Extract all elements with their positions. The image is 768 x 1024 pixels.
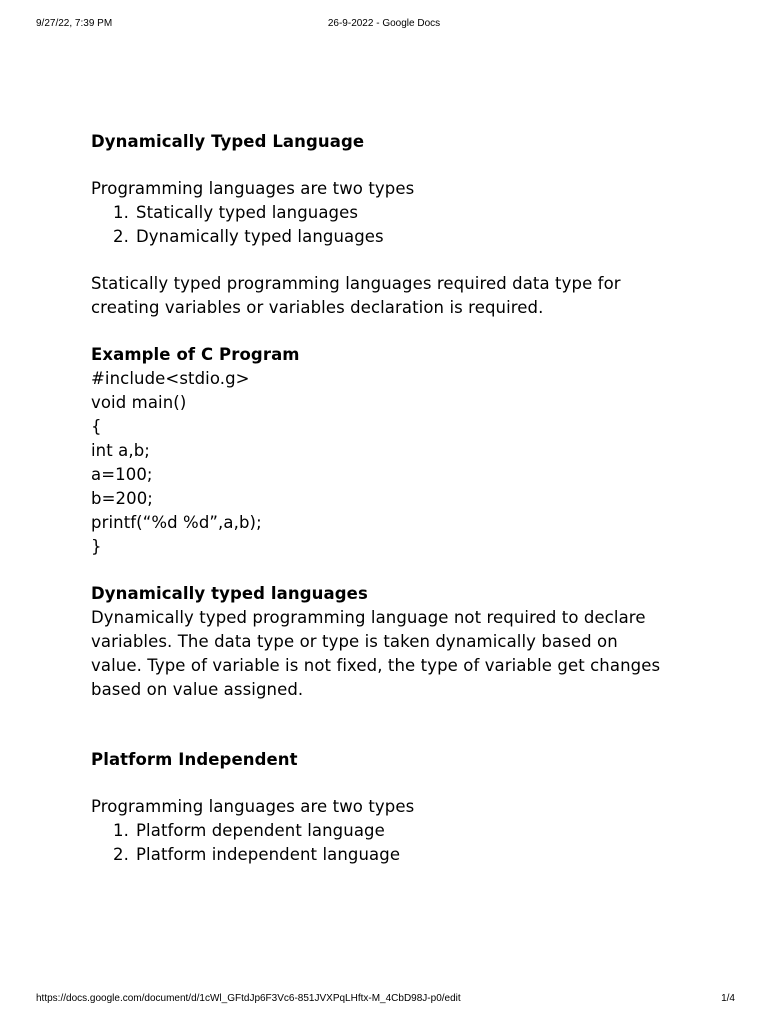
print-footer bbox=[0, 993, 768, 1007]
print-url: https://docs.google.com/document/d/1cWl_GFtdJp6F3Vc6-851JVXPqLHftx-M_4CbD98J-p0/edit bbox=[36, 993, 461, 1004]
print-datetime: 9/27/22, 7:39 PM bbox=[36, 18, 113, 29]
code-line: printf(“%d %d”,a,b); bbox=[91, 513, 262, 532]
code-line: #include<stdio.g> bbox=[91, 369, 250, 388]
paragraph-line: creating variables or variables declaration is required. bbox=[91, 298, 544, 317]
paragraph-line: based on value assigned. bbox=[91, 680, 304, 699]
print-page-number: 1/4 bbox=[721, 993, 735, 1004]
code-line: b=200; bbox=[91, 489, 153, 508]
list-item: 2. Dynamically typed languages bbox=[113, 227, 384, 246]
numbered-list bbox=[91, 201, 711, 249]
paragraph-line: Statically typed programming languages required data type for bbox=[91, 274, 621, 293]
section-heading-dynamically-typed-languages: Dynamically typed languages bbox=[91, 584, 368, 603]
paragraph-line: Dynamically typed programming language not required to declare bbox=[91, 608, 646, 627]
print-header bbox=[0, 18, 768, 32]
paragraph-line: value. Type of variable is not fixed, the type of variable get changes bbox=[91, 656, 661, 675]
intro-text: Programming languages are two types bbox=[91, 797, 415, 816]
paragraph-line: variables. The data type or type is taken dynamically based on bbox=[91, 632, 618, 651]
section-heading-platform-independent: Platform Independent bbox=[91, 750, 298, 769]
document-body bbox=[91, 130, 711, 867]
print-doc-title: 26-9-2022 - Google Docs bbox=[327, 18, 441, 29]
code-line: { bbox=[91, 417, 102, 436]
code-line: void main() bbox=[91, 393, 187, 412]
code-line: a=100; bbox=[91, 465, 153, 484]
section-heading-example-c-program: Example of C Program bbox=[91, 345, 300, 364]
code-line: int a,b; bbox=[91, 441, 150, 460]
numbered-list bbox=[91, 819, 711, 867]
list-item: 2. Platform independent language bbox=[113, 845, 401, 864]
list-item: 1. Statically typed languages bbox=[113, 203, 359, 222]
list-item: 1. Platform dependent language bbox=[113, 821, 385, 840]
code-line: } bbox=[91, 537, 102, 556]
section-heading-dynamically-typed-language: Dynamically Typed Language bbox=[91, 132, 365, 151]
intro-text: Programming languages are two types bbox=[91, 179, 415, 198]
